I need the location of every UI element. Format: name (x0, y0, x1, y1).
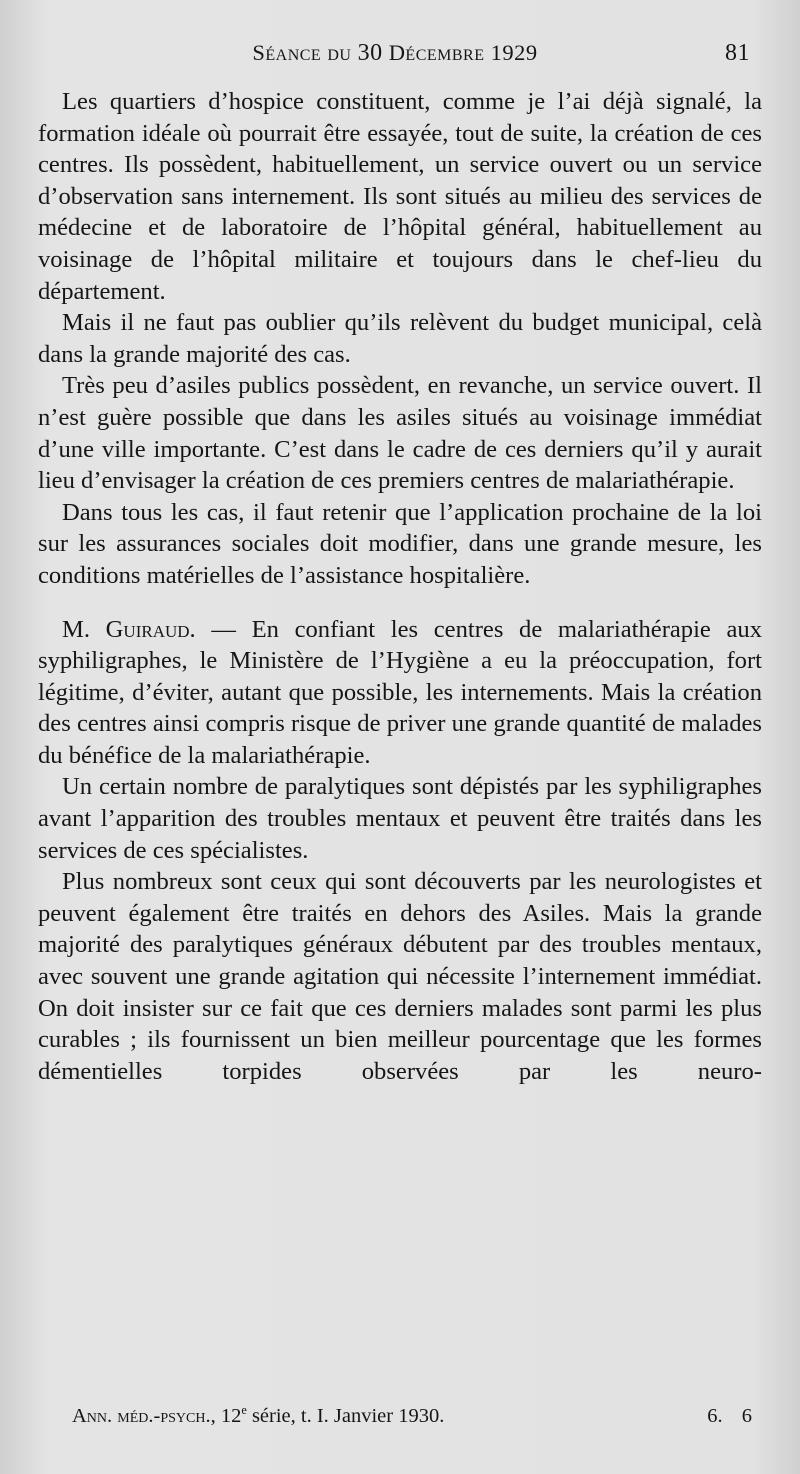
speaker-text: En confiant les centres de malariathérapie aux syphiligraphes, le Ministère de l’Hygiène a eu la préoccupation, fort légitime, d’éviter, autant que possible, les internements. Mais la création des centres ainsi compris risque de priver une grande quantité de malades du bénéfice de la malariathérapie. (38, 615, 763, 769)
running-title (40, 40, 750, 67)
running-title-prefix: Séance du (252, 40, 358, 65)
body-text (38, 86, 762, 1087)
running-head (40, 40, 750, 74)
speaker-paragraph (38, 614, 762, 772)
paragraph: Très peu d’asiles publics possèdent, en revanche, un service ouvert. Il n’est guère possible que dans les asiles situés au voisinage immédiat d’une ville importante. C’est dans le cadre de ces derniers qu’il y aurait lieu d’envisager la création de ces premiers centres de malariathérapie. (38, 372, 762, 495)
page-footer (72, 1405, 752, 1435)
speaker-name: M. Guiraud. (62, 615, 196, 643)
running-title-number: 30 (357, 40, 383, 66)
speaker-dash: — (195, 615, 252, 643)
footer-source: Ann. méd.-psych., 12e série, t. I. Janvier 1930. (72, 1403, 445, 1427)
series-rest: série, t. I. Janvier 1930. (246, 1405, 445, 1427)
page-number: 81 (725, 40, 750, 66)
running-title-suffix: Décembre 1929 (382, 40, 538, 65)
paragraph: Un certain nombre de paralytiques sont dépistés par les syphiligraphes avant l’apparition des troubles mentaux et peuvent être traités dans les services de ces spécialistes. (38, 773, 762, 864)
series-number: 12 (220, 1405, 242, 1427)
paragraph: Dans tous les cas, il faut retenir que l’application prochaine de la loi sur les assurances sociales doit modifier, dans une grande mesure, les conditions matérielles de l’assistance hospitalière. (38, 498, 762, 589)
paragraph: Mais il ne faut pas oublier qu’ils relèvent du budget municipal, celà dans la grande majorité des cas. (38, 309, 762, 368)
journal-abbrev: Ann. méd.-psych. (72, 1405, 211, 1427)
paragraph: Plus nombreux sont ceux qui sont découverts par les neurologistes et peuvent également être traités en dehors des Asiles. Mais la grande majorité des paralytiques généraux débutent par des troubles mentaux, avec souvent une grande agitation qui nécessite l’internement immédiat. On doit insister sur ce fait que ces derniers malades sont parmi les plus curables ; ils fournissent un bien meilleur pourcentage que les formes démentielles torpides observées par les neuro- (38, 868, 762, 1085)
paragraph: Les quartiers d’hospice constituent, comme je l’ai déjà signalé, la formation idéale où pourrait être essayée, tout de suite, la création de ces centres. Ils possèdent, habituellement, un service ouvert ou un service d’observation sans internement. Ils sont situés au milieu des services de médecine et de laboratoire de l’hôpital général, habituellement au voisinage de l’hôpital militaire et toujours dans le chef-lieu du département. (38, 88, 762, 305)
signature-mark: 6. 6 (707, 1405, 752, 1427)
series-sup: e (241, 1403, 247, 1418)
